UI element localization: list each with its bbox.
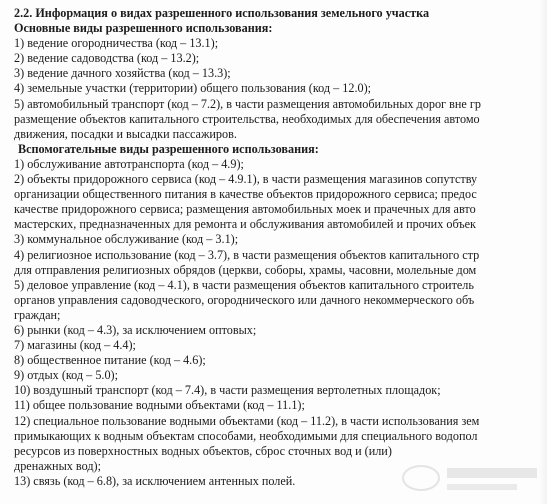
auxiliary-use-line: органов управления садоводческого, огороднического или дачного некоммерческого объ xyxy=(14,292,475,307)
auxiliary-use-line: 6) рынки (код – 4.3), за исключением оптовых; xyxy=(14,322,257,337)
auxiliary-use-line: дренажных вод); xyxy=(14,458,101,473)
auxiliary-use-line: 2) объекты придорожного сервиса (код – 4.9.1), в части размещения магазинов сопутству xyxy=(14,172,478,187)
auxiliary-use-line: для отправления религиозных обрядов (церкви, соборы, храмы, часовни, молельные дом xyxy=(14,262,477,277)
auxiliary-use-line: 13) связь (код – 6.8), за исключением антенных полей. xyxy=(14,473,296,488)
main-use-line: размещение объектов капитального строительства, необходимых для обеспечения автомо xyxy=(14,111,480,126)
auxiliary-use-line: 1) обслуживание автотранспорта (код – 4.9); xyxy=(14,156,244,171)
document-text xyxy=(14,6,547,489)
auxiliary-use-line: 10) воздушный транспорт (код – 7.4), в части размещения вертолетных площадок; xyxy=(14,383,441,398)
main-use-line: 2) ведение садоводства (код – 13.2); xyxy=(14,51,200,66)
watermark-icon xyxy=(393,458,543,498)
main-uses-heading: Основные виды разрешенного использования: xyxy=(14,21,273,36)
auxiliary-use-line: мастерских, предназначенных для ремонта и обслуживания автомобилей и прочих объек xyxy=(14,217,476,232)
auxiliary-uses-heading: Вспомогательные виды разрешенного использования: xyxy=(18,141,319,156)
auxiliary-use-line: ресурсов из поверхностных водных объектов, сброс сточных вод и (или) xyxy=(14,443,392,458)
auxiliary-use-line: граждан; xyxy=(14,307,61,322)
auxiliary-use-line: организации общественного питания в качестве объектов придорожного сервиса; предос xyxy=(14,187,477,202)
main-use-line: 3) ведение дачного хозяйства (код – 13.3); xyxy=(14,66,231,81)
auxiliary-use-line: 3) коммунальное обслуживание (код – 3.1); xyxy=(14,232,239,247)
auxiliary-use-line: 5) деловое управление (код – 4.1), в части размещения объектов капитального строитель xyxy=(14,277,474,292)
auxiliary-use-line: 9) отдых (код – 5.0); xyxy=(14,368,118,383)
section-title: 2.2. Информация о видах разрешенного использования земельного участка xyxy=(14,6,430,20)
page-edge-shade xyxy=(539,0,547,504)
auxiliary-use-line: качестве придорожного сервиса; размещения автомобильных моек и прачечных для авто xyxy=(14,202,476,217)
auxiliary-use-line: 8) общественное питание (код – 4.6); xyxy=(14,353,206,368)
auxiliary-use-line: 7) магазины (код – 4.4); xyxy=(14,338,136,353)
main-use-line: 1) ведение огородничества (код – 13.1); xyxy=(14,36,219,51)
auxiliary-use-line: 11) общее пользование водными объектами (код – 11.1); xyxy=(14,398,305,413)
auxiliary-use-line: 12) специальное пользование водными объектами (код – 11.2), в части использования зем xyxy=(14,413,480,428)
main-use-line: движения, посадки и высадки пассажиров. xyxy=(14,126,237,141)
main-use-line: 4) земельные участки (территории) общего пользования (код – 12.0); xyxy=(14,81,372,96)
auxiliary-use-line: 4) религиозное использование (код – 3.7), в части размещения объектов капитального стр xyxy=(14,247,480,262)
auxiliary-use-line: примыкающих к водным объектам способами, необходимыми для специального водопол xyxy=(14,428,478,443)
main-use-line: 5) автомобильный транспорт (код – 7.2), в части размещения автомобильных дорог вне гр xyxy=(14,96,481,111)
